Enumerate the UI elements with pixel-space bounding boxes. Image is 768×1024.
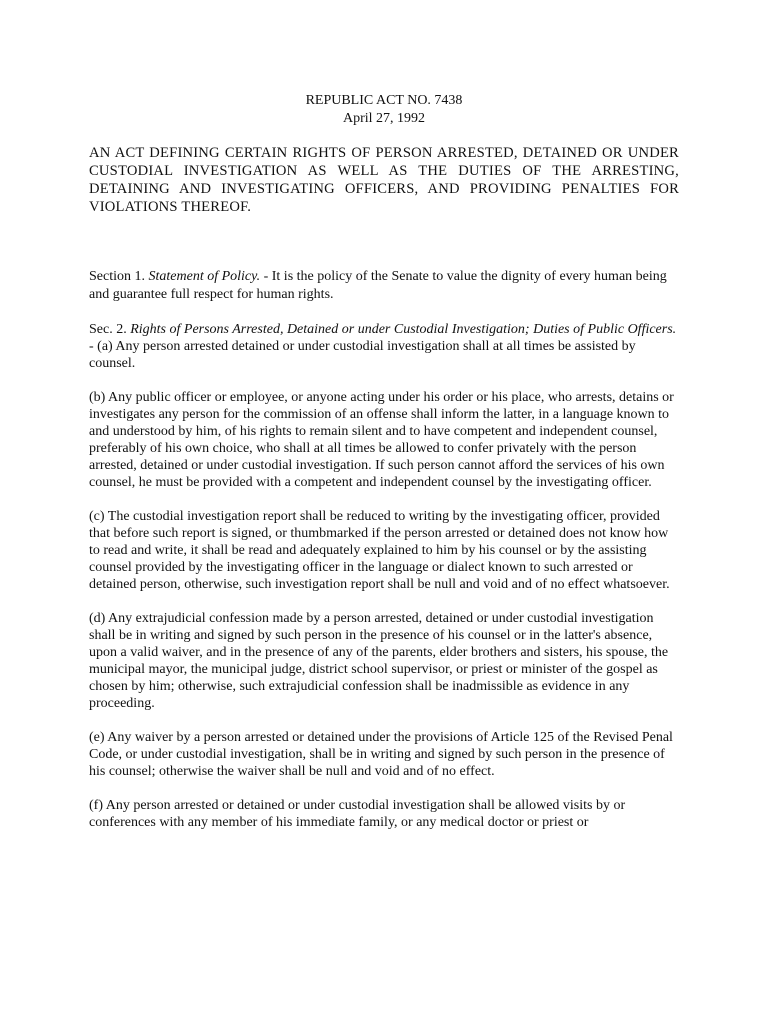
section-1 xyxy=(89,268,679,304)
section-1-heading: Statement of Policy. xyxy=(148,269,261,284)
section-1-number: Section 1. xyxy=(89,269,149,284)
section-2-paragraph-b: (b) Any public officer or employee, or anyone acting under his order or his place, who arrests, detains or investigates any person for the commission of an offense shall inform the latter, in a language known to and understood by him, of his rights to remain silent and to have competent and independent counsel, preferably of his own choice, who shall at all times be allowed to confer privately with the person arrested, detained or under custodial investigation. If such person cannot afford the services of his own counsel, he must be provided with a competent and independent counsel by the investigating officer. xyxy=(89,390,674,490)
section-2-text-a: - (a) Any person arrested detained or under custodial investigation shall at all times be assisted by counsel. xyxy=(89,339,636,371)
section-2-heading: Rights of Persons Arrested, Detained or under Custodial Investigation; Duties of Public Officers. xyxy=(130,322,677,337)
document-page xyxy=(89,92,679,848)
section-2-paragraph-c: (c) The custodial investigation report shall be reduced to writing by the investigating officer, provided that before such report is signed, or thumbmarked if the person arrested or detained does not know how to read and write, it shall be read and adequately explained to him by his counsel or by the assisting counsel provided by the investigating officer in the language or dialect known to such arrested or detained person, otherwise, such investigation report shall be null and void and of no effect whatsoever. xyxy=(89,509,670,592)
section-2-paragraph-f: (f) Any person arrested or detained or under custodial investigation shall be allowed visits by or conferences with any member of his immediate family, or any medical doctor or priest or xyxy=(89,798,626,830)
section-1-text: - It is the policy of the Senate to value the dignity of every human being and guarantee full respect for human rights. xyxy=(89,269,667,302)
act-title: AN ACT DEFINING CERTAIN RIGHTS OF PERSON ARRESTED, DETAINED OR UNDER CUSTODIAL INVESTIGATION AS WELL AS THE DUTIES OF THE ARRESTING, DETAINING AND INVESTIGATING OFFICERS, AND PROVIDING PENALTIES FOR VIOLATIONS THEREOF. xyxy=(89,145,679,215)
section-2-paragraph-d: (d) Any extrajudicial confession made by a person arrested, detained or under custodial investigation shall be in writing and signed by such person in the presence of his counsel or in the latter's absence, upon a valid waiver, and in the presence of any of the parents, elder brothers and sisters, his spouse, the municipal mayor, the municipal judge, district school supervisor, or priest or minister of the gospel as chosen by him; otherwise, such extrajudicial confession shall be inadmissible as evidence in any proceeding. xyxy=(89,611,669,711)
section-2-paragraph-e: (e) Any waiver by a person arrested or detained under the provisions of Article 125 of the Revised Penal Code, or under custodial investigation, shall be in writing and signed by such person in the presence of his counsel; otherwise the waiver shall be null and void and of no effect. xyxy=(89,730,673,779)
section-2-number: Sec. 2. xyxy=(89,322,131,337)
section-2-paragraph-a xyxy=(89,321,679,372)
act-date: April 27, 1992 xyxy=(342,111,426,126)
act-number: REPUBLIC ACT NO. 7438 xyxy=(305,93,463,108)
act-body xyxy=(89,268,679,831)
